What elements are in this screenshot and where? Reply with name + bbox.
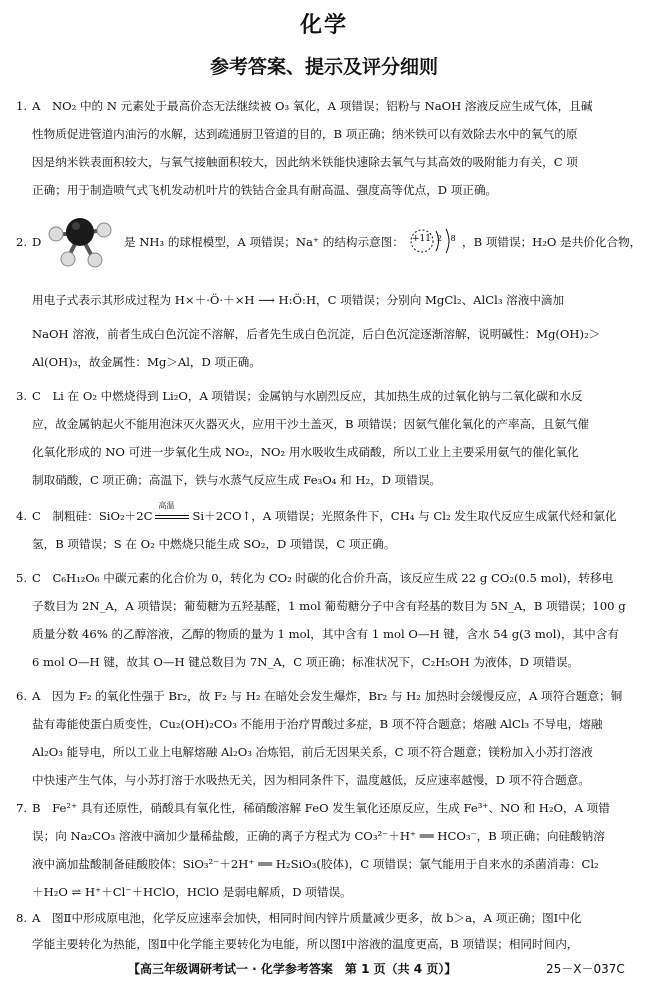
q6-line-4: 中快速产生气体，与小苏打溶于水吸热无关，因为相同条件下，温度越低，反应速率越慢，D 项不符合题意。 (32, 773, 590, 787)
q4-line-2: 氢，B 项错误；S 在 O₂ 中燃烧只能生成 SO₂，D 项错误，C 项正确。 (32, 537, 396, 551)
q7-line-1: 7. B Fe²⁺ 具有还原性，硝酸具有氧化性，稀硝酸溶解 FeO 发生氧化还原反应，生成 Fe³⁺、NO 和 H₂O，A 项错 (16, 801, 610, 815)
page-title: 化学 (299, 13, 348, 38)
q4-number: 4. (16, 509, 28, 523)
q4-line-1: 4. C 制粗硅：SiO₂＋2C 高温 Si＋2CO↑，A 项错误；光照条件下，CH₄ 与 Cl₂ 发生取代反应生成氯代烃和氯化 (16, 501, 617, 523)
q8-number: 8. (16, 911, 28, 925)
na-nucleus-label: +11 (412, 234, 431, 244)
q5-line-4: 6 mol O—H 键，故其 O—H 键总数目为 7N_A，C 项正确；标准状况下，C₂H₅OH 为液体，D 项错误。 (32, 655, 580, 669)
page-footer (0, 960, 648, 980)
q1-line-4: 正确；用于制造喷气式飞机发动机叶片的铁钴合金具有耐高温、强度高等优点，D 项正确。 (32, 183, 498, 197)
footer-code: 25－X－037C (546, 962, 625, 976)
nh3-ball-stick-model (42, 208, 120, 268)
footer-page-info: 【高三年级调研考试一 · 化学参考答案 第 1 页（共 4 页）】 (128, 962, 457, 976)
q3-number: 3. (16, 389, 28, 403)
q1-line-2: 性物质促进管道内油污的水解，达到疏通厨卫管道的目的，B 项正确；纳米铁可以有效除去水中的氧气的原 (32, 127, 578, 141)
page-subtitle: 参考答案、提示及评分细则 (209, 56, 438, 78)
q6-line-1: 6. A 因为 F₂ 的氧化性强于 Br₂，故 F₂ 与 H₂ 在暗处会发生爆炸，Br₂ 与 H₂ 加热时会缓慢反应，A 项符合题意；铜 (16, 689, 623, 703)
q6-line-3: Al₂O₃ 能导电，所以工业上电解熔融 Al₂O₃ 冶炼铝，前后无因果关系，C 项不符合题意；镁粉加入小苏打溶液 (32, 745, 593, 759)
q2-line-1-tail: ，B 项错误；H₂O 是共价化合物， (462, 235, 642, 249)
q7-line-3: 液中滴加盐酸制备硅酸胶体：SiO₃²⁻＋2H⁺ ══ H₂SiO₃(胶体)，C 项错误；氯气能用于自来水的杀菌消毒：Cl₂ (32, 857, 599, 871)
q8-line-1: 8. A 图Ⅱ中形成原电池，化学反应速率会加快，相同时间内锌片质量减少更多，故 b＞a，A 项正确；图Ⅰ中化 (16, 911, 582, 925)
reaction-condition: 高温 (152, 508, 192, 524)
q2-line-4: Al(OH)₃，故金属性：Mg＞Al，D 项正确。 (32, 355, 261, 369)
q1-line-3: 因是纳米铁表面积较大，与氧气接触面积较大，因此纳米铁能快速除去氧气与其高效的吸附能力有关，C 项 (32, 155, 578, 169)
q5-line-2: 子数目为 2N_A，A 项错误；葡萄糖为五羟基醛，1 mol 葡萄糖分子中含有羟基的数目为 5N_A，B 项错误；100 g (32, 599, 626, 613)
q5-line-1: 5. C C₆H₁₂O₆ 中碳元素的化合价为 0，转化为 CO₂ 时碳的化合价升高，该反应生成 22 g CO₂(0.5 mol)，转移电 (16, 571, 614, 585)
q2-line-2: 用电子式表示其形成过程为 H×＋·Ö·＋×H ⟶ H:Ö:H，C 项错误；分别向 MgCl₂、AlCl₃ 溶液中滴加 (32, 293, 565, 307)
q3-line-2: 应，故金属钠起火不能用泡沫灭火器灭火，应用干沙土盖灭，B 项错误；因氨气催化氧化的产率高，且氨气催 (32, 417, 590, 431)
q2-line-1-head: 2. D (16, 235, 42, 249)
q6-line-2: 盐有毒能使蛋白质变性，Cu₂(OH)₂CO₃ 不能用于治疗胃酸过多症，B 项不符合题意；熔融 AlCl₃ 不导电，熔融 (32, 717, 603, 731)
q3-line-1: 3. C Li 在 O₂ 中燃烧得到 Li₂O，A 项错误；金属钠与水剧烈反应，其加热生成的过氧化钠与二氧化碳和水反 (16, 389, 583, 403)
na-shell-electrons: 2 8 (437, 234, 459, 243)
q5-line-3: 质量分数 46% 的乙醇溶液，乙醇的物质的量为 1 mol，其中含有 1 mol O—H 键，含水 54 g(3 mol)，其中含有 (32, 627, 619, 641)
q6-number: 6. (16, 689, 28, 703)
q2-line-3: NaOH 溶液，前者生成白色沉淀不溶解，后者先生成白色沉淀，后白色沉淀逐渐溶解，说明碱性：Mg(OH)₂＞ (32, 327, 601, 341)
q8-line-2: 学能主要转化为热能，图Ⅱ中化学能主要转化为电能，所以图Ⅰ中溶液的温度更高，B 项错误；相同时间内， (32, 937, 579, 951)
q7-line-4: ＋H₂O ⇌ H⁺＋Cl⁻＋HClO，HClO 是弱电解质，D 项错误。 (32, 885, 352, 899)
q7-number: 7. (16, 801, 28, 815)
na-ion-structure-diagram (408, 226, 462, 256)
q7-line-2: 误；向 Na₂CO₃ 溶液中滴加少量稀盐酸，正确的离子方程式为 CO₃²⁻＋H⁺ ══ HCO₃⁻，B 项正确；向硅酸钠溶 (32, 829, 605, 843)
q1-line-1: 1. A NO₂ 中的 N 元素处于最高价态无法继续被 O₃ 氧化，A 项错误；铝粉与 NaOH 溶液反应生成气体，且碱 (16, 99, 593, 113)
q2-line-1-text: 是 NH₃ 的球棍模型，A 项错误；Na⁺ 的结构示意图： (124, 235, 404, 249)
q3-line-3: 化氧化形成的 NO 可进一步氧化生成 NO₂，NO₂ 用水吸收生成硝酸，所以工业上主要采用氨气的催化氧化 (32, 445, 579, 459)
q2-number: 2. (16, 235, 28, 249)
q5-number: 5. (16, 571, 28, 585)
q1-number: 1. (16, 99, 28, 113)
nh3-model-graphic (42, 208, 120, 268)
q3-line-4: 制取硝酸，C 项正确；高温下，铁与水蒸气反应生成 Fe₃O₄ 和 H₂，D 项错误。 (32, 473, 442, 487)
